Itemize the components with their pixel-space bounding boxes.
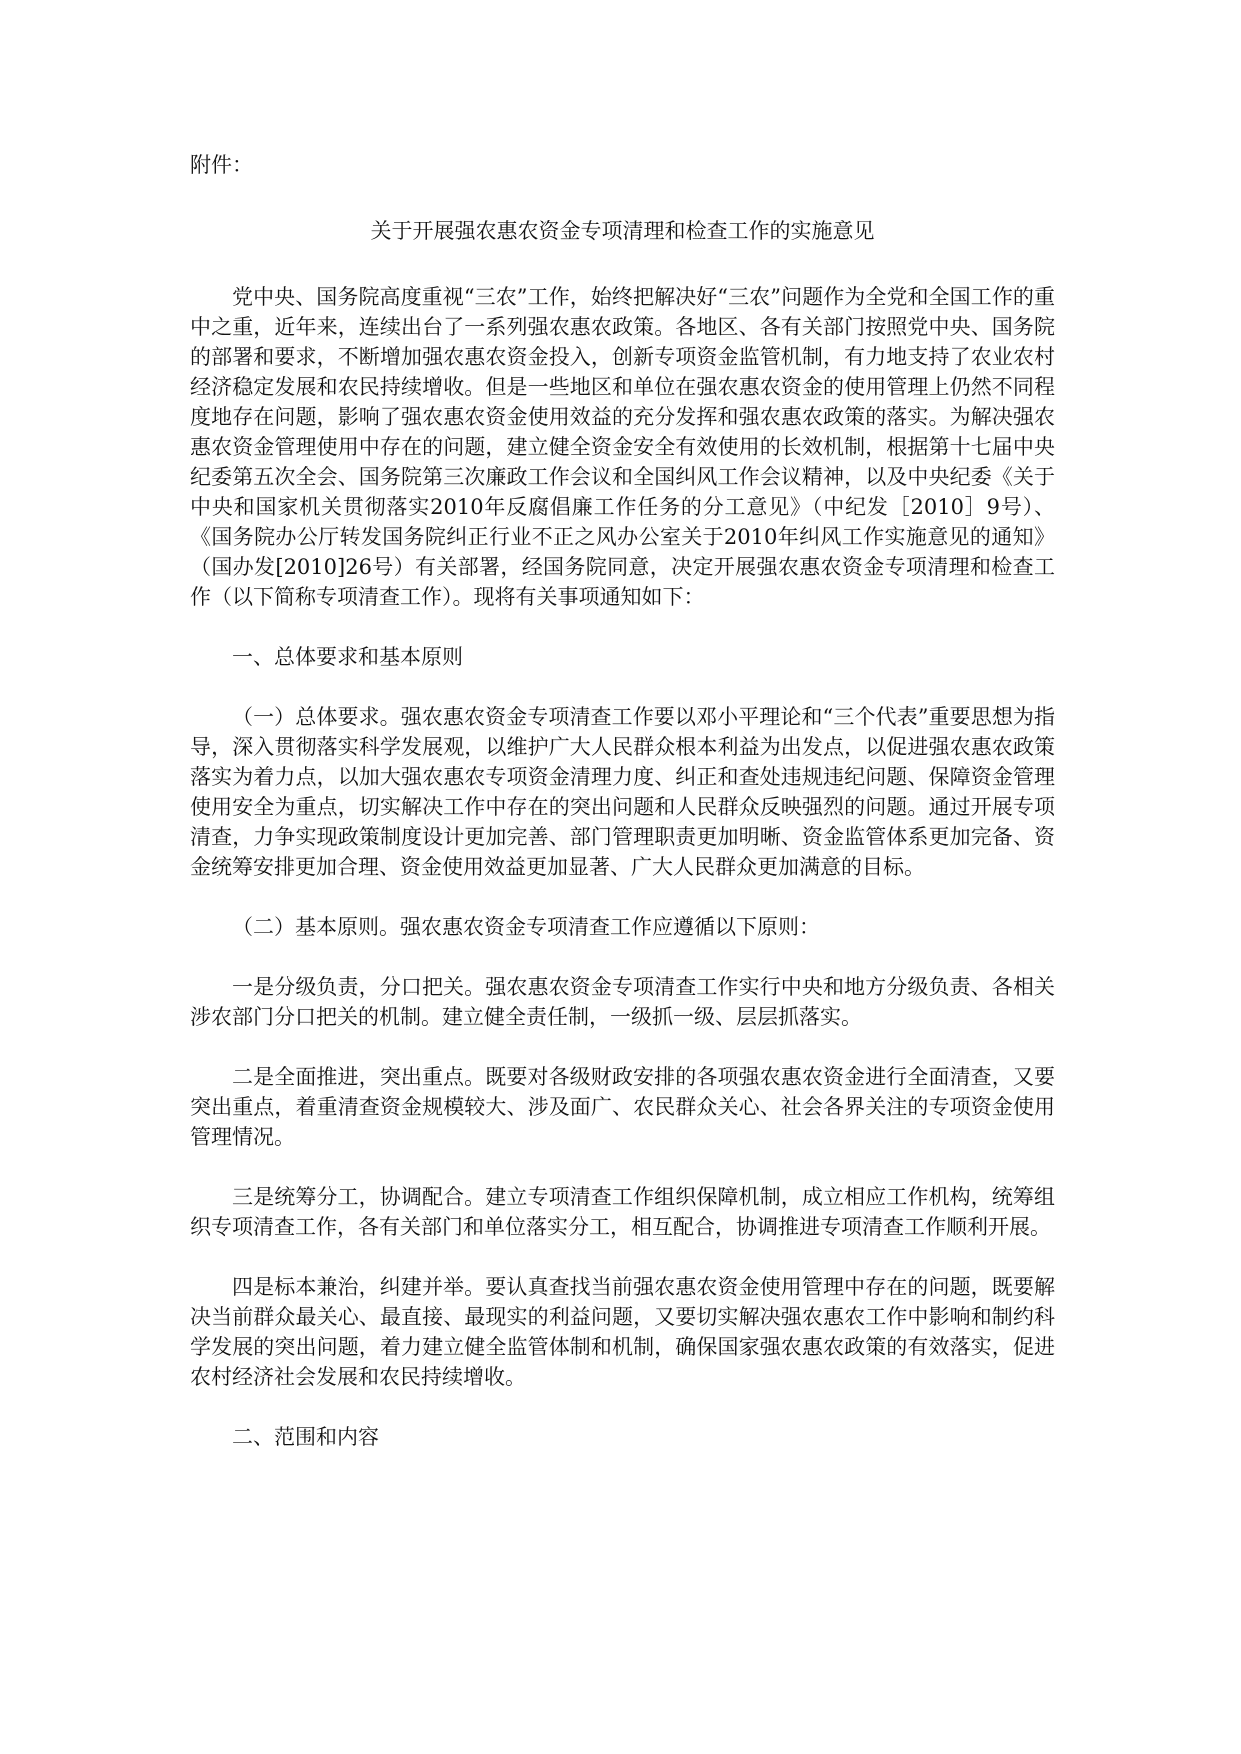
principle-3-paragraph: 三是统筹分工，协调配合。建立专项清查工作组织保障机制，成立相应工作机构，统筹组织专项清查工作，各有关部门和单位落实分工，相互配合，协调推进专项清查工作顺利开展。 xyxy=(190,1185,1055,1239)
principle-4-paragraph: 四是标本兼治，纠建并举。要认真查找当前强农惠农资金使用管理中存在的问题，既要解决当前群众最关心、最直接、最现实的利益问题，又要切实解决强农惠农工作中影响和制约科学发展的突出问题，着力建立健全监管体制和机制，确保国家强农惠农政策的有效落实，促进农村经济社会发展和农民持续增收。 xyxy=(190,1275,1055,1389)
intro-paragraph: 党中央、国务院高度重视“三农”工作，始终把解决好“三农”问题作为全党和全国工作的重中之重，近年来，连续出台了一系列强农惠农政策。各地区、各有关部门按照党中央、国务院的部署和要求，不断增加强农惠农资金投入，创新专项资金监管机制，有力地支持了农业农村经济稳定发展和农民持续增收。但是一些地区和单位在强农惠农资金的使用管理上仍然不同程度地存在问题，影响了强农惠农资金使用效益的充分发挥和强农惠农政策的落实。为解决强农惠农资金管理使用中存在的问题，建立健全资金安全有效使用的长效机制，根据第十七届中央纪委第五次全会、国务院第三次廉政工作会议和全国纠风工作会议精神，以及中央纪委《关于中央和国家机关贯彻落实2010年反腐倡廉工作任务的分工意见》（中纪发［2010］9号）、《国务院办公厅转发国务院纠正行业不正之风办公室关于2010年纠风工作实施意见的通知》（国办发[2010]26号）有关部署，经国务院同意，决定开展强农惠农资金专项清理和检查工作（以下简称专项清查工作）。现将有关事项通知如下： xyxy=(190,285,1055,609)
overall-requirements-paragraph: （一）总体要求。强农惠农资金专项清查工作要以邓小平理论和“三个代表”重要思想为指导，深入贯彻落实科学发展观，以维护广大人民群众根本利益为出发点，以促进强农惠农政策落实为着力点，以加大强农惠农专项资金清理力度、纠正和查处违规违纪问题、保障资金管理使用安全为重点，切实解决工作中存在的突出问题和人民群众反映强烈的问题。通过开展专项清查，力争实现政策制度设计更加完善、部门管理职责更加明晰、资金监管体系更加完备、资金统筹安排更加合理、资金使用效益更加显著、广大人民群众更加满意的目标。 xyxy=(190,705,1055,879)
basic-principles-paragraph: （二）基本原则。强农惠农资金专项清查工作应遵循以下原则： xyxy=(232,915,820,939)
section-2-heading: 二、范围和内容 xyxy=(232,1425,379,1449)
attachment-label: 附件： xyxy=(190,153,253,177)
section-1-heading: 一、总体要求和基本原则 xyxy=(232,645,463,669)
principle-2-paragraph: 二是全面推进，突出重点。既要对各级财政安排的各项强农惠农资金进行全面清查，又要突出重点，着重清查资金规模较大、涉及面广、农民群众关心、社会各界关注的专项资金使用管理情况。 xyxy=(190,1065,1055,1149)
document-body xyxy=(190,150,1055,1452)
principle-1-paragraph: 一是分级负责，分口把关。强农惠农资金专项清查工作实行中央和地方分级负责、各相关涉农部门分口把关的机制。建立健全责任制，一级抓一级、层层抓落实。 xyxy=(190,975,1055,1029)
document-title: 关于开展强农惠农资金专项清理和检查工作的实施意见 xyxy=(370,219,875,243)
